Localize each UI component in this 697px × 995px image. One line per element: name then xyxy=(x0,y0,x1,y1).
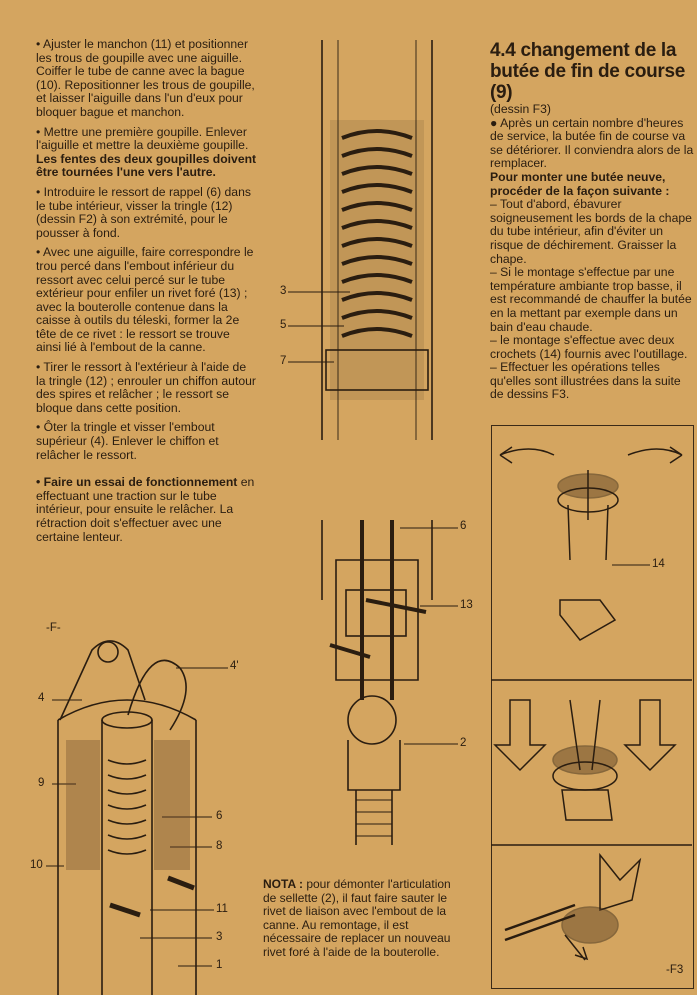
section-subheading: (dessin F3) xyxy=(490,102,551,116)
nota-label: NOTA : xyxy=(263,877,303,891)
section-heading: 4.4 changement de la butée de fin de course (9) xyxy=(490,40,686,103)
label-1: 1 xyxy=(216,959,223,971)
label-mid-3: 3 xyxy=(280,285,287,297)
instruction-7-bold: • Faire un essai de fonctionnement xyxy=(36,475,238,490)
instruction-2-text: • Mettre une première goupille. Enlever l'aiguille et mettre la deuxième goupille. xyxy=(36,124,249,153)
section-para-2: Pour monter une butée neuve, procéder de la façon suivante : xyxy=(490,169,670,198)
instruction-4: • Avec une aiguille, faire correspondre le trou percé dans l'embout inférieur du ressort avec celui percé sur le tube extérieur pour enfiler un rivet foré (13) ; avec la bouterolle contenue dans la caisse à outils du téleski, former la 2e tête de ce rivet : le ressort se trouve ainsi lié à l'embout de la canne. xyxy=(36,245,254,355)
label-n6: 6 xyxy=(460,520,467,532)
section-para-4: – Si le montage s'effectue par une température ambiante trop basse, il est recommandé de chauffer la butée en la mettant par exemple dans un bain d'eau chaude. xyxy=(490,265,692,334)
instruction-5: • Tirer le ressort à l'extérieur à l'aide de la tringle (12) ; enrouler un chiffon autour des spires et relâcher ; le ressort se bloque dans cette position. xyxy=(36,360,256,415)
label-4-prime: 4' xyxy=(230,660,239,672)
section-para-5: – le montage s'effectue avec deux crochets (14) fournis avec l'outillage. xyxy=(490,333,688,361)
label-3: 3 xyxy=(216,931,223,943)
section-para-1: ● Après un certain nombre d'heures de service, la butée fin de course va se détériorer. Il conviendra alors de la remplacer. xyxy=(490,115,694,171)
label-14: 14 xyxy=(652,558,665,570)
instruction-7-text: en effectuant une traction sur le tube intérieur, pour ensuite le relâcher. La rétraction doit s'effectuer avec une certaine lenteur. xyxy=(36,475,255,544)
section-para-3: – Tout d'abord, ébavurer soigneusement les bords de la chape du tube intérieur, afin d'éviter un risque de déchirement. Graisser la chape. xyxy=(490,197,692,266)
instruction-2-bold: Les fentes des deux goupilles doivent être tournées l'une vers l'autre. xyxy=(36,151,257,180)
label-11: 11 xyxy=(216,903,228,915)
section-para-6: – Effectuer les opérations telles qu'elles sont illustrées dans la suite de dessins F3. xyxy=(490,360,681,402)
instruction-3: • Introduire le ressort de rappel (6) dans le tube intérieur, visser la tringle (12) (dessin F2) à son extrémité, pour le pousser à fond. xyxy=(36,184,251,240)
label-4: 4 xyxy=(38,692,45,704)
instruction-6: • Ôter la tringle et visser l'embout supérieur (4). Enlever le chiffon et relâcher le ressort. xyxy=(36,420,219,462)
label-9: 9 xyxy=(38,777,45,789)
label-mid-7: 7 xyxy=(280,355,287,367)
label-n13: 13 xyxy=(460,599,473,611)
nota-text: pour démonter l'articulation de sellette (2), il faut faire sauter le rivet de liaison avec l'embout de la canne. Au remontage, il est nécessaire de replacer un nouveau rivet foré à l'aide de la bouterolle. xyxy=(263,877,451,959)
figure-f3-label: -F3 xyxy=(666,964,684,976)
label-mid-5: 5 xyxy=(280,319,287,331)
label-10: 10 xyxy=(30,859,43,871)
figure-f-label: -F- xyxy=(46,622,61,634)
label-n2: 2 xyxy=(460,737,467,749)
label-8: 8 xyxy=(216,840,223,852)
instruction-1: • Ajuster le manchon (11) et positionner les trous de goupille avec une aiguille. Coiffer le tube de canne avec la bague (10). Repositionner les trous de goupille, et laisser l'aiguille dans l'un d'eux pour bloquer bague et manchon. xyxy=(36,37,255,119)
label-6: 6 xyxy=(216,810,223,822)
